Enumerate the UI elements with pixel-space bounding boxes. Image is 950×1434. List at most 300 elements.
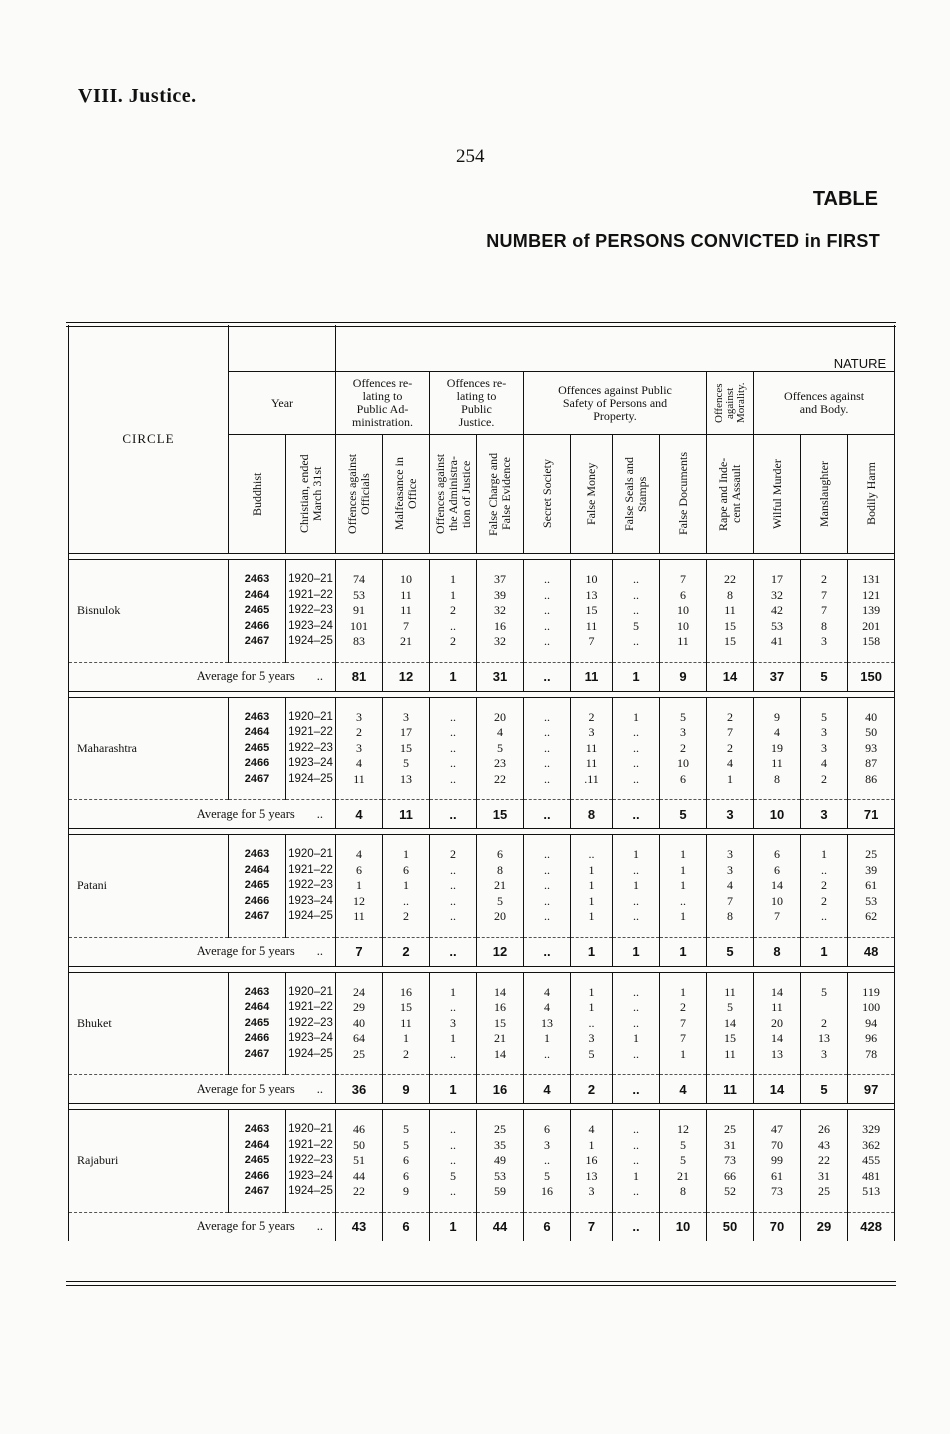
table-cell: 1924–25 bbox=[286, 772, 336, 788]
table-cell: 1 bbox=[430, 985, 477, 1001]
table-cell: 5 bbox=[801, 985, 848, 1001]
table-cell: 1922–23 bbox=[286, 603, 336, 619]
average-cell: 5 bbox=[801, 662, 848, 691]
table-cell: 2 bbox=[801, 1016, 848, 1032]
table-cell: 3 bbox=[801, 725, 848, 741]
table-cell: .. bbox=[613, 725, 660, 741]
table-cell: 20 bbox=[477, 909, 524, 925]
column-header bbox=[571, 435, 613, 554]
table-cell: 50 bbox=[848, 725, 895, 741]
average-cell: 44 bbox=[477, 1212, 524, 1241]
table-cell: 11 bbox=[754, 1000, 801, 1016]
table-cell: 32 bbox=[477, 634, 524, 650]
average-cell: 15 bbox=[477, 800, 524, 829]
column-header-label: Bodily Harm bbox=[863, 462, 878, 526]
table-cell: 2463 bbox=[229, 847, 286, 863]
table-cell: 32 bbox=[754, 588, 801, 604]
table-cell: 2465 bbox=[229, 878, 286, 894]
table-cell: 1 bbox=[383, 1031, 430, 1047]
average-cell: 81 bbox=[336, 662, 383, 691]
table-cell: 2467 bbox=[229, 634, 286, 650]
table-cell: 15 bbox=[707, 1031, 754, 1047]
column-header-label: Offences against the Administra- tion of Justice bbox=[432, 453, 473, 535]
table-cell: 5 bbox=[571, 1047, 613, 1063]
average-cell: 150 bbox=[848, 662, 895, 691]
table-cell: 2 bbox=[571, 710, 613, 726]
table-cell: 91 bbox=[336, 603, 383, 619]
table-cell: 64 bbox=[336, 1031, 383, 1047]
average-cell: 6 bbox=[383, 1212, 430, 1241]
table-cell: .. bbox=[524, 878, 571, 894]
average-cell: 16 bbox=[477, 1075, 524, 1104]
table-cell: 2466 bbox=[229, 619, 286, 635]
table-cell: 13 bbox=[383, 772, 430, 788]
table-cell: 1 bbox=[660, 985, 707, 1001]
pad-row bbox=[69, 1200, 895, 1213]
table-cell: 35 bbox=[477, 1138, 524, 1154]
table-cell: 1920–21 bbox=[286, 572, 336, 588]
table-cell: 201 bbox=[848, 619, 895, 635]
table-row bbox=[69, 985, 895, 1001]
average-cell: .. bbox=[524, 662, 571, 691]
column-header-label: Buddhist bbox=[249, 472, 264, 516]
average-cell: 1 bbox=[430, 1212, 477, 1241]
table-cell: 10 bbox=[660, 756, 707, 772]
table-cell: 99 bbox=[754, 1153, 801, 1169]
table-cell: 13 bbox=[571, 588, 613, 604]
table-cell: 53 bbox=[336, 588, 383, 604]
average-label-dots: .. bbox=[316, 1081, 323, 1096]
average-cell: 1 bbox=[613, 937, 660, 966]
table-cell: 9 bbox=[383, 1184, 430, 1200]
table-cell: 66 bbox=[707, 1169, 754, 1185]
table-cell: 2465 bbox=[229, 1016, 286, 1032]
table-cell: 3 bbox=[524, 1138, 571, 1154]
table-cell: .. bbox=[613, 1016, 660, 1032]
column-header-label: Manslaughter bbox=[816, 461, 831, 527]
table-cell: 2464 bbox=[229, 1000, 286, 1016]
average-cell: .. bbox=[430, 937, 477, 966]
table-cell: 5 bbox=[524, 1169, 571, 1185]
table-cell: 139 bbox=[848, 603, 895, 619]
table-cell: 2 bbox=[707, 741, 754, 757]
average-cell: .. bbox=[524, 937, 571, 966]
table-cell: 1920–21 bbox=[286, 1122, 336, 1138]
table-cell: 5 bbox=[430, 1169, 477, 1185]
table-cell: 11 bbox=[707, 985, 754, 1001]
table-cell: .. bbox=[613, 985, 660, 1001]
average-label bbox=[69, 937, 336, 966]
average-cell: 5 bbox=[707, 937, 754, 966]
table-cell: 21 bbox=[477, 1031, 524, 1047]
table-row bbox=[69, 572, 895, 588]
table-cell: 31 bbox=[801, 1169, 848, 1185]
table-cell: 5 bbox=[383, 1138, 430, 1154]
table-cell: .. bbox=[524, 710, 571, 726]
circle-name: Maharashtra bbox=[77, 740, 137, 755]
table-cell: .. bbox=[613, 1184, 660, 1200]
table-cell: 1 bbox=[571, 894, 613, 910]
table-cell: 20 bbox=[477, 710, 524, 726]
column-header bbox=[801, 435, 848, 554]
table-cell: 3 bbox=[571, 1184, 613, 1200]
table-cell: .. bbox=[430, 1184, 477, 1200]
column-header bbox=[229, 435, 286, 554]
average-cell: 50 bbox=[707, 1212, 754, 1241]
table-cell: 481 bbox=[848, 1169, 895, 1185]
table-cell: 14 bbox=[477, 985, 524, 1001]
page-number: 254 bbox=[456, 146, 485, 167]
table-cell: 1 bbox=[571, 909, 613, 925]
average-cell: 1 bbox=[660, 937, 707, 966]
table-cell: 2 bbox=[707, 710, 754, 726]
table-cell: 7 bbox=[383, 619, 430, 635]
average-cell: 10 bbox=[754, 800, 801, 829]
table-cell: 3 bbox=[571, 725, 613, 741]
table-cell: 17 bbox=[383, 725, 430, 741]
table-cell: .. bbox=[524, 756, 571, 772]
table-cell: 47 bbox=[754, 1122, 801, 1138]
table-cell: 2466 bbox=[229, 1031, 286, 1047]
average-cell: 4 bbox=[524, 1075, 571, 1104]
table-cell: 11 bbox=[336, 772, 383, 788]
table-cell: 3 bbox=[571, 1031, 613, 1047]
table-cell: 5 bbox=[660, 710, 707, 726]
average-cell: 1 bbox=[571, 937, 613, 966]
table-cell: 1924–25 bbox=[286, 634, 336, 650]
average-label bbox=[69, 1212, 336, 1241]
table-title: NUMBER of PERSONS CONVICTED in FIRST bbox=[486, 231, 880, 251]
average-cell: 10 bbox=[660, 1212, 707, 1241]
table-cell: 513 bbox=[848, 1184, 895, 1200]
table-cell: 1 bbox=[660, 1047, 707, 1063]
table-cell: 1 bbox=[571, 985, 613, 1001]
table-cell: 1 bbox=[336, 878, 383, 894]
table-cell: .. bbox=[613, 894, 660, 910]
table-cell: .. bbox=[613, 634, 660, 650]
table-cell: 158 bbox=[848, 634, 895, 650]
table-cell: 2467 bbox=[229, 772, 286, 788]
average-cell: 5 bbox=[801, 1075, 848, 1104]
table-cell: 5 bbox=[801, 710, 848, 726]
table-cell: .. bbox=[571, 847, 613, 863]
table-cell: 2467 bbox=[229, 909, 286, 925]
table-cell: 39 bbox=[477, 588, 524, 604]
table-cell: .. bbox=[613, 1122, 660, 1138]
average-cell: 11 bbox=[707, 1075, 754, 1104]
table-cell: 2464 bbox=[229, 725, 286, 741]
average-cell: 7 bbox=[571, 1212, 613, 1241]
column-header-label: Christian, ended March 31st bbox=[296, 454, 324, 534]
table-cell: 2464 bbox=[229, 1138, 286, 1154]
average-label-text: Average for 5 years bbox=[196, 1081, 295, 1096]
table-cell: 46 bbox=[336, 1122, 383, 1138]
table-cell: 6 bbox=[383, 863, 430, 879]
table-cell: 8 bbox=[477, 863, 524, 879]
table-cell: 1924–25 bbox=[286, 909, 336, 925]
table-cell: 94 bbox=[848, 1016, 895, 1032]
circle-header: CIRCLE bbox=[122, 431, 175, 446]
table-label: TABLE bbox=[812, 188, 878, 210]
table-cell: 13 bbox=[754, 1047, 801, 1063]
average-cell: 36 bbox=[336, 1075, 383, 1104]
table-cell: 11 bbox=[571, 756, 613, 772]
group-header: Offences re- lating to Public Ad- ministration. bbox=[336, 372, 430, 435]
group-header: Offences re- lating to Public Justice. bbox=[430, 372, 524, 435]
table-cell: 1 bbox=[524, 1031, 571, 1047]
header-row-nature bbox=[69, 325, 895, 372]
table-cell: 16 bbox=[383, 985, 430, 1001]
table-cell: 2 bbox=[336, 725, 383, 741]
table-cell: 11 bbox=[707, 1047, 754, 1063]
average-cell: 9 bbox=[660, 662, 707, 691]
table-cell: .. bbox=[430, 756, 477, 772]
table-cell: 1921–22 bbox=[286, 588, 336, 604]
table-cell: .. bbox=[430, 894, 477, 910]
column-header bbox=[707, 435, 754, 554]
table-cell: 2463 bbox=[229, 1122, 286, 1138]
pad-row bbox=[69, 925, 895, 938]
column-header-label: Wilful Murder bbox=[769, 459, 784, 529]
table-cell: 1 bbox=[571, 878, 613, 894]
table-cell: .. bbox=[430, 1153, 477, 1169]
table-row bbox=[69, 1122, 895, 1138]
table-cell: 25 bbox=[848, 847, 895, 863]
table-cell: 62 bbox=[848, 909, 895, 925]
average-cell: 11 bbox=[383, 800, 430, 829]
table-cell: 1922–23 bbox=[286, 741, 336, 757]
average-label-dots: .. bbox=[316, 806, 323, 821]
table-cell: 3 bbox=[707, 863, 754, 879]
table-cell: 10 bbox=[660, 603, 707, 619]
table-cell bbox=[801, 1000, 848, 1016]
table-cell: 15 bbox=[571, 603, 613, 619]
circle-name: Bisnulok bbox=[77, 603, 121, 617]
table-cell: 11 bbox=[754, 756, 801, 772]
column-header-label: False Charge and False Evidence bbox=[486, 452, 513, 536]
table-cell: 7 bbox=[707, 894, 754, 910]
average-cell: 43 bbox=[336, 1212, 383, 1241]
table-cell: 12 bbox=[336, 894, 383, 910]
table-cell: 61 bbox=[848, 878, 895, 894]
table-cell: 1921–22 bbox=[286, 863, 336, 879]
section-heading: VIII. Justice. bbox=[78, 85, 197, 107]
average-label-text: Average for 5 years bbox=[196, 944, 295, 958]
table-cell: 3 bbox=[801, 1047, 848, 1063]
table-cell: 11 bbox=[336, 909, 383, 925]
average-cell: 14 bbox=[754, 1075, 801, 1104]
table-cell: 29 bbox=[336, 1000, 383, 1016]
table-cell: 50 bbox=[336, 1138, 383, 1154]
table-cell: .. bbox=[430, 1000, 477, 1016]
column-header-label: False Money bbox=[584, 462, 598, 526]
table-cell: 2464 bbox=[229, 588, 286, 604]
table-cell: .. bbox=[524, 603, 571, 619]
table-cell: 25 bbox=[336, 1047, 383, 1063]
table-cell: 32 bbox=[477, 603, 524, 619]
table-cell: .. bbox=[524, 772, 571, 788]
table-cell: 37 bbox=[477, 572, 524, 588]
table-cell: 31 bbox=[707, 1138, 754, 1154]
table-cell: 11 bbox=[571, 619, 613, 635]
table-cell: .. bbox=[430, 878, 477, 894]
column-header bbox=[754, 435, 801, 554]
table-cell: 1 bbox=[571, 1138, 613, 1154]
group-header: Offences against Public Safety of Persons and Property. bbox=[524, 372, 707, 435]
table-cell: 14 bbox=[754, 878, 801, 894]
column-header-label: Secret Society bbox=[539, 459, 554, 529]
table-cell: 59 bbox=[477, 1184, 524, 1200]
average-row bbox=[69, 800, 895, 829]
average-cell: 11 bbox=[571, 662, 613, 691]
table-cell: 42 bbox=[754, 603, 801, 619]
table-cell: 10 bbox=[571, 572, 613, 588]
table-row bbox=[69, 847, 895, 863]
pad-row bbox=[69, 1110, 895, 1123]
table-cell: 25 bbox=[477, 1122, 524, 1138]
table-cell: .. bbox=[613, 863, 660, 879]
table-cell: 87 bbox=[848, 756, 895, 772]
column-header bbox=[524, 435, 571, 554]
average-row bbox=[69, 1075, 895, 1104]
table-cell: .. bbox=[524, 909, 571, 925]
average-label-dots: .. bbox=[316, 1219, 323, 1233]
average-row bbox=[69, 662, 895, 691]
average-cell: 12 bbox=[477, 937, 524, 966]
table-cell: 20 bbox=[754, 1016, 801, 1032]
table-cell: 6 bbox=[754, 847, 801, 863]
table-cell: .. bbox=[430, 863, 477, 879]
average-cell: 3 bbox=[801, 800, 848, 829]
table-cell: 52 bbox=[707, 1184, 754, 1200]
table-cell: 6 bbox=[660, 772, 707, 788]
table-cell: 14 bbox=[754, 1031, 801, 1047]
table-cell: 6 bbox=[336, 863, 383, 879]
table-cell: .. bbox=[430, 1138, 477, 1154]
table-cell: 22 bbox=[801, 1153, 848, 1169]
table-cell: 10 bbox=[754, 894, 801, 910]
table-cell: 6 bbox=[383, 1153, 430, 1169]
table-cell: 100 bbox=[848, 1000, 895, 1016]
average-cell: .. bbox=[524, 800, 571, 829]
table-cell: 5 bbox=[383, 1122, 430, 1138]
table-cell: 2467 bbox=[229, 1184, 286, 1200]
table-cell: .. bbox=[430, 1047, 477, 1063]
table-cell: 16 bbox=[571, 1153, 613, 1169]
table-cell: 73 bbox=[754, 1184, 801, 1200]
table-cell: 2 bbox=[660, 1000, 707, 1016]
table-cell: 14 bbox=[754, 985, 801, 1001]
table-cell: 15 bbox=[383, 1000, 430, 1016]
table-cell: 7 bbox=[801, 588, 848, 604]
table-cell: .. bbox=[430, 619, 477, 635]
average-row bbox=[69, 1212, 895, 1241]
pad-row bbox=[69, 697, 895, 710]
table-cell: 455 bbox=[848, 1153, 895, 1169]
table-cell: 4 bbox=[477, 725, 524, 741]
table-cell: 8 bbox=[660, 1184, 707, 1200]
table-cell: 2 bbox=[430, 634, 477, 650]
average-cell: 9 bbox=[383, 1075, 430, 1104]
table-cell: 11 bbox=[707, 603, 754, 619]
average-label-dots: .. bbox=[316, 669, 323, 683]
table-cell: 44 bbox=[336, 1169, 383, 1185]
table-cell: 21 bbox=[383, 634, 430, 650]
column-header bbox=[430, 435, 477, 554]
average-cell: 8 bbox=[571, 800, 613, 829]
table-cell: 11 bbox=[383, 603, 430, 619]
table-cell: 7 bbox=[801, 603, 848, 619]
pad-row bbox=[69, 560, 895, 573]
column-header-label: False Documents bbox=[675, 452, 690, 536]
table-cell: 1 bbox=[613, 710, 660, 726]
table-cell: 2 bbox=[801, 894, 848, 910]
table-cell: 6 bbox=[754, 863, 801, 879]
column-header bbox=[613, 435, 660, 554]
table-cell: 7 bbox=[571, 634, 613, 650]
table-cell: 1 bbox=[660, 847, 707, 863]
pad-row bbox=[69, 835, 895, 848]
table-cell: 8 bbox=[707, 909, 754, 925]
table-cell: 21 bbox=[660, 1169, 707, 1185]
table-cell: .. bbox=[613, 603, 660, 619]
table-cell: .. bbox=[613, 572, 660, 588]
table-cell: 83 bbox=[336, 634, 383, 650]
table-cell: 6 bbox=[383, 1169, 430, 1185]
table-cell: 7 bbox=[660, 1031, 707, 1047]
average-cell: 2 bbox=[571, 1075, 613, 1104]
average-cell: .. bbox=[613, 1075, 660, 1104]
table-cell: 15 bbox=[707, 634, 754, 650]
table-cell: 1 bbox=[571, 863, 613, 879]
table-cell: 10 bbox=[660, 619, 707, 635]
table-cell: 2463 bbox=[229, 572, 286, 588]
table-cell: 2 bbox=[383, 909, 430, 925]
table-cell: 4 bbox=[707, 878, 754, 894]
table-cell: 40 bbox=[336, 1016, 383, 1032]
table-cell: 23 bbox=[477, 756, 524, 772]
table-cell: .. bbox=[430, 909, 477, 925]
table-cell: 1924–25 bbox=[286, 1047, 336, 1063]
table-cell: 26 bbox=[801, 1122, 848, 1138]
table-cell: 1 bbox=[613, 878, 660, 894]
table-cell: 14 bbox=[477, 1047, 524, 1063]
table-cell: .11 bbox=[571, 772, 613, 788]
table-cell: 21 bbox=[477, 878, 524, 894]
group-header: Offences against and Body. bbox=[754, 372, 895, 435]
table-cell: 43 bbox=[801, 1138, 848, 1154]
table-cell: 101 bbox=[336, 619, 383, 635]
table-cell: 53 bbox=[754, 619, 801, 635]
column-header-label: Rape and Inde- cent Assault bbox=[716, 457, 743, 531]
table-cell: 2 bbox=[430, 603, 477, 619]
table-cell: 13 bbox=[801, 1031, 848, 1047]
table-cell: 1921–22 bbox=[286, 1138, 336, 1154]
table-cell: 2 bbox=[801, 878, 848, 894]
table-cell: 1 bbox=[430, 1031, 477, 1047]
table-cell: 119 bbox=[848, 985, 895, 1001]
table-cell: 7 bbox=[754, 909, 801, 925]
table-cell: 73 bbox=[707, 1153, 754, 1169]
table-cell: 3 bbox=[660, 725, 707, 741]
average-cell: 2 bbox=[383, 937, 430, 966]
table-cell: 1 bbox=[801, 847, 848, 863]
table-cell: 6 bbox=[660, 588, 707, 604]
table-cell: 2 bbox=[801, 772, 848, 788]
table-cell: 78 bbox=[848, 1047, 895, 1063]
average-label bbox=[69, 1075, 336, 1104]
average-label-text: Average for 5 years bbox=[196, 669, 295, 683]
